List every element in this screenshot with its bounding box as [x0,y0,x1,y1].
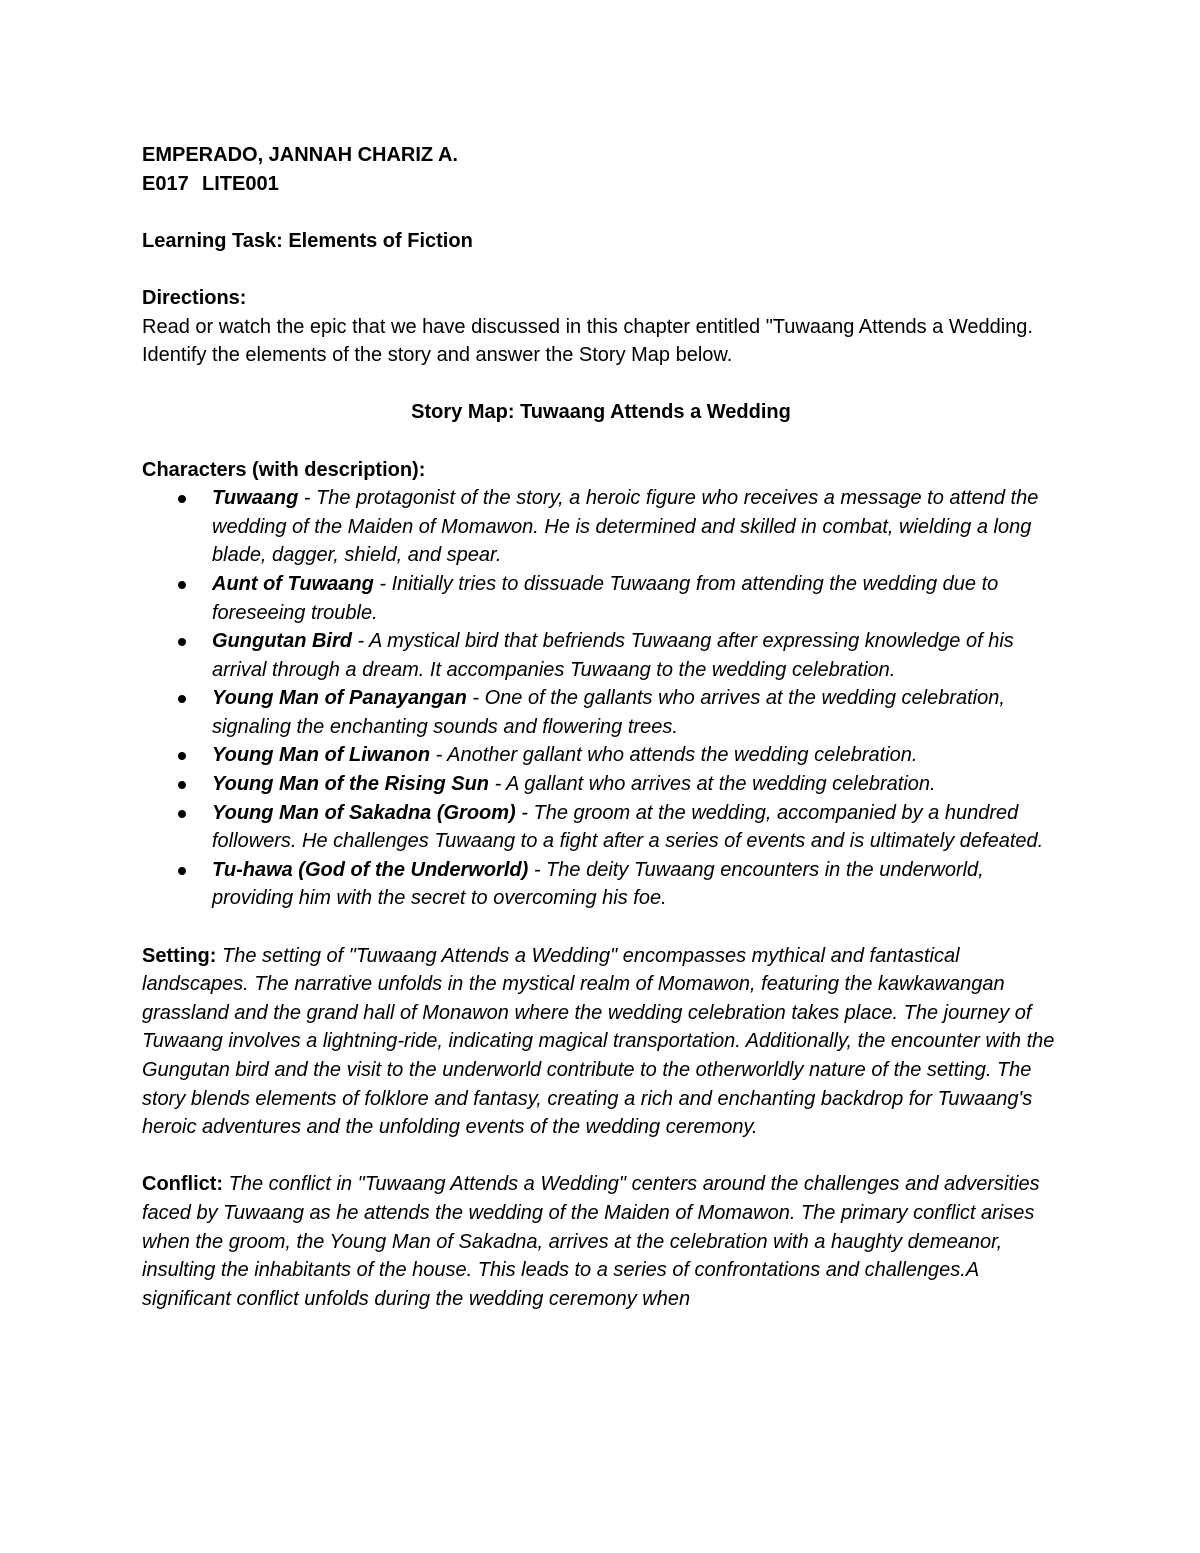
directions-line-1: Read or watch the epic that we have discussed in this chapter entitled "Tuwaang Attends a Wedding. [142,315,1033,338]
directions-line-2: Identify the elements of the story and answer the Story Map below. [142,344,733,367]
student-name: EMPERADO, JANNAH CHARIZ A. [142,144,458,166]
bullet-icon [178,638,186,646]
list-item [142,856,1060,913]
list-item [142,627,1060,684]
bullet-icon [178,752,186,760]
bullet-icon [178,695,186,703]
spacer [142,255,1060,284]
character-name: Young Man of Liwanon [212,744,431,767]
bullet-icon [178,495,186,503]
spacer [142,427,1060,456]
characters-label: Characters (with description): [142,458,426,481]
character-name: Tu-hawa (God of the Underworld) [212,858,529,881]
course-line [142,170,1060,199]
directions-label: Directions: [142,286,247,309]
conflict-text: The conflict in "Tuwaang Attends a Wedding" centers around the challenges and adversities faced by Tuwaang as he attends the wedding of the Maiden of Momawon. The primary conflict arises when the groom, the Young Man of Sakadna, arrives at the celebration with a haughty demeanor, insulting the inhabitants of the house. This leads to a series of confrontations and challenges.A significant conflict unfolds during the wedding ceremony when [142,1173,1040,1310]
setting-label: Setting: [142,944,217,967]
character-description: - A gallant who arrives at the wedding celebration. [489,773,936,796]
list-item [142,570,1060,627]
character-description: - One of the gallants who arrives at the wedding celebration, signaling the enchanting sounds and flowering trees. [212,687,1005,738]
conflict-paragraph [142,1170,1060,1313]
bullet-icon [178,867,186,875]
character-name: Young Man of the Rising Sun [212,773,490,796]
conflict-label: Conflict: [142,1173,224,1196]
spacer [142,370,1060,399]
character-name: Young Man of Panayangan [212,687,467,710]
story-map-title: Story Map: Tuwaang Attends a Wedding [411,401,791,424]
character-description: - A mystical bird that befriends Tuwaang after expressing knowledge of his arrival through a dream. It accompanies Tuwaang to the wedding celebration. [212,630,1014,681]
section-code: E017 [142,172,189,195]
spacer [142,913,1060,942]
bullet-icon [178,781,186,789]
bullet-icon [178,581,186,589]
character-name: Tuwaang [212,487,299,510]
bullet-icon [178,810,186,818]
spacer [142,198,1060,227]
task-title: Learning Task: Elements of Fiction [142,229,473,252]
course-code: LITE001 [202,172,279,195]
characters-list [142,484,1060,913]
list-item [142,741,1060,770]
list-item [142,484,1060,570]
spacer [142,1142,1060,1171]
list-item [142,770,1060,799]
character-name: Aunt of Tuwaang [212,572,374,595]
character-name: Gungutan Bird [212,630,352,653]
character-description: - Another gallant who attends the wedding celebration. [430,744,918,767]
character-description: - The protagonist of the story, a heroic figure who receives a message to attend the wedding of the Maiden of Momawon. He is determined and skilled in combat, wielding a long blade, dagger, shield, and spear. [212,487,1039,567]
list-item [142,684,1060,741]
character-description: - Initially tries to dissuade Tuwaang from attending the wedding due to foreseeing trouble. [212,572,999,624]
setting-text: The setting of "Tuwaang Attends a Wedding" encompasses mythical and fantastical landscapes. The narrative unfolds in the mystical realm of Momawon, featuring the kawkawangan grassland and the grand hall of Monawon where the wedding celebration takes place. The journey of Tuwaang involves a lightning-ride, indicating magical transportation. Additionally, the encounter with the Gungutan bird and the visit to the underworld contribute to the otherworldly nature of the setting. The story blends elements of folklore and fantasy, creating a rich and enchanting backdrop for Tuwaang's heroic adventures and the unfolding events of the wedding ceremony. [142,944,1055,1139]
character-description: - The groom at the wedding, accompanied by a hundred followers. He challenges Tuwaang to a fight after a series of events and is ultimately defeated. [212,801,1044,853]
setting-paragraph [142,942,1060,1142]
character-description: - The deity Tuwaang encounters in the underworld, providing him with the secret to overcoming his foe. [212,858,984,910]
character-name: Young Man of Sakadna (Groom) [212,801,516,824]
list-item [142,799,1060,856]
